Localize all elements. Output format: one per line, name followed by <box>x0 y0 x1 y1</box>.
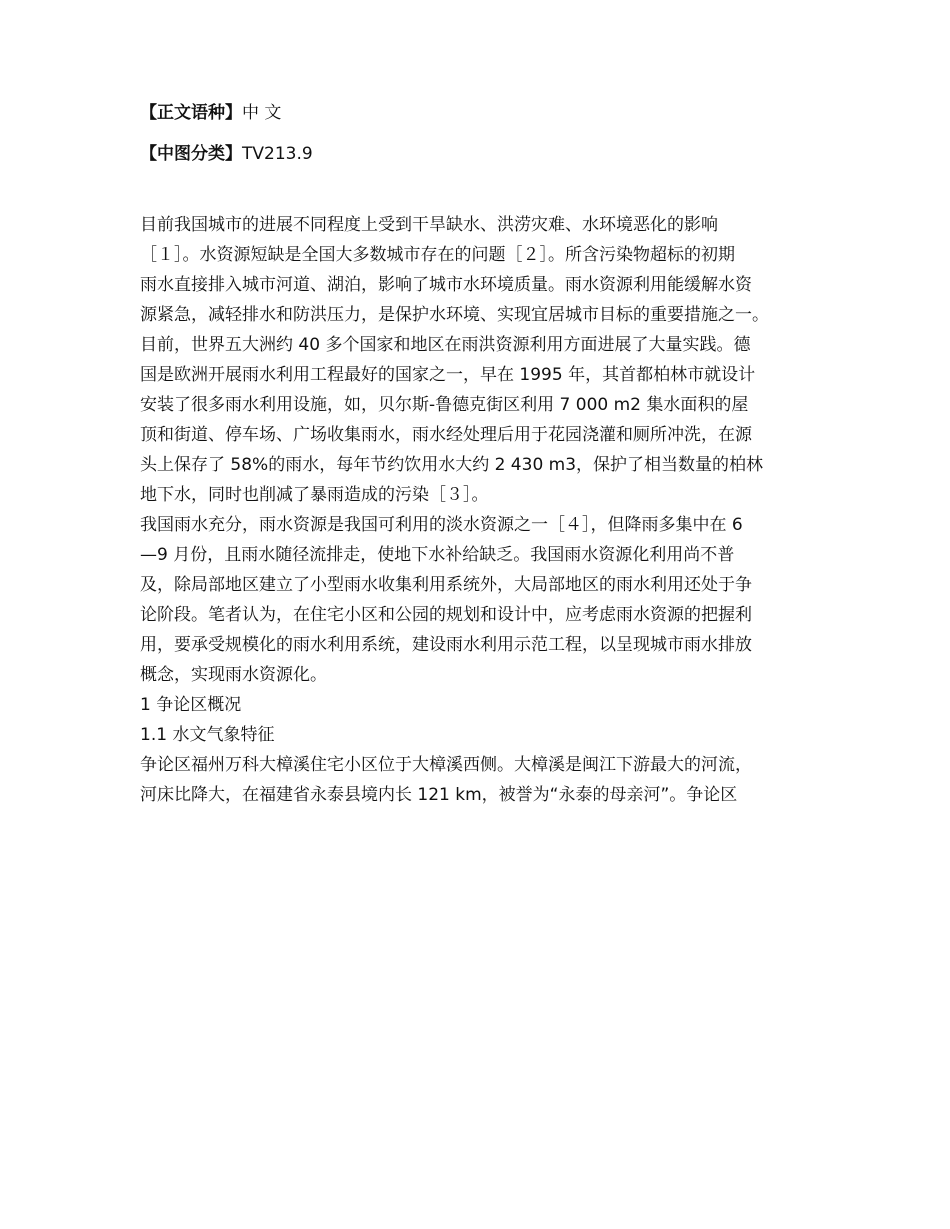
section-heading-1-1 <box>140 720 830 750</box>
paragraph-1-line: 源紧急，减轻排水和防洪压力，是保护水环境、实现宜居城市目标的重要措施之一。 <box>140 305 769 325</box>
paragraph-2-line: 及，除局部地区建立了小型雨水收集利用系统外，大局部地区的雨水利用还处于争 <box>140 575 752 595</box>
language-label: 【正文语种】 <box>140 103 242 123</box>
classification-value: TV213.9 <box>242 144 313 164</box>
paragraph-1-line: ［１］。水资源短缺是全国大多数城市存在的问题［２］。所含污染物超标的初期 <box>140 245 735 265</box>
classification-label: 【中图分类】 <box>140 144 242 164</box>
paragraph-3-line: 河床比降大，在福建省永泰县境内长 121 km，被誉为“永泰的母亲河”。争论区 <box>140 785 738 805</box>
section-heading-1 <box>140 690 830 720</box>
paragraph-3 <box>140 750 830 810</box>
paragraph-2-line: 我国雨水充分，雨水资源是我国可利用的淡水资源之一［４］，但降雨多集中在 6 <box>140 515 743 535</box>
paragraph-1-line: 目前我国城市的进展不同程度上受到干旱缺水、洪涝灾难、水环境恶化的影响 <box>140 215 718 235</box>
paragraph-1 <box>140 210 830 510</box>
language-value: 中 文 <box>242 103 282 123</box>
paragraph-1-line: 头上保存了 58%的雨水，每年节约饮用水大约 2 430 m3，保护了相当数量的柏林 <box>140 455 764 475</box>
paragraph-1-line: 国是欧洲开展雨水利用工程最好的国家之一，早在 1995 年，其首都柏林市就设计 <box>140 365 756 385</box>
section-heading-1-1-text: 1.1 水文气象特征 <box>140 725 275 745</box>
section-heading-1-text: 1 争论区概况 <box>140 695 242 715</box>
paragraph-1-line: 顶和街道、停车场、广场收集雨水，雨水经处理后用于花园浇灌和厕所冲洗，在源 <box>140 425 752 445</box>
paragraph-2 <box>140 510 830 690</box>
body-text <box>140 210 830 810</box>
paragraph-2-line: 概念，实现雨水资源化。 <box>140 665 327 685</box>
paragraph-3-line: 争论区福州万科大樟溪住宅小区位于大樟溪西侧。大樟溪是闽江下游最大的河流， <box>140 755 752 775</box>
paragraph-1-line: 雨水直接排入城市河道、湖泊，影响了城市水环境质量。雨水资源利用能缓解水资 <box>140 275 752 295</box>
classification-meta <box>140 142 313 166</box>
paragraph-2-line: —9 月份，且雨水随径流排走，使地下水补给缺乏。我国雨水资源化利用尚不普 <box>140 545 735 565</box>
paragraph-2-line: 用，要承受规模化的雨水利用系统，建设雨水利用示范工程，以呈现城市雨水排放 <box>140 635 752 655</box>
paragraph-1-line: 安装了很多雨水利用设施，如，贝尔斯-鲁德克街区利用 7 000 m2 集水面积的屋 <box>140 395 749 415</box>
language-meta <box>140 101 281 125</box>
paragraph-2-line: 论阶段。笔者认为，在住宅小区和公园的规划和设计中，应考虑雨水资源的把握利 <box>140 605 752 625</box>
paragraph-1-line: 目前，世界五大洲约 40 多个国家和地区在雨洪资源利用方面进展了大量实践。德 <box>140 335 751 355</box>
paragraph-1-line: 地下水，同时也削减了暴雨造成的污染［３］。 <box>140 485 489 505</box>
